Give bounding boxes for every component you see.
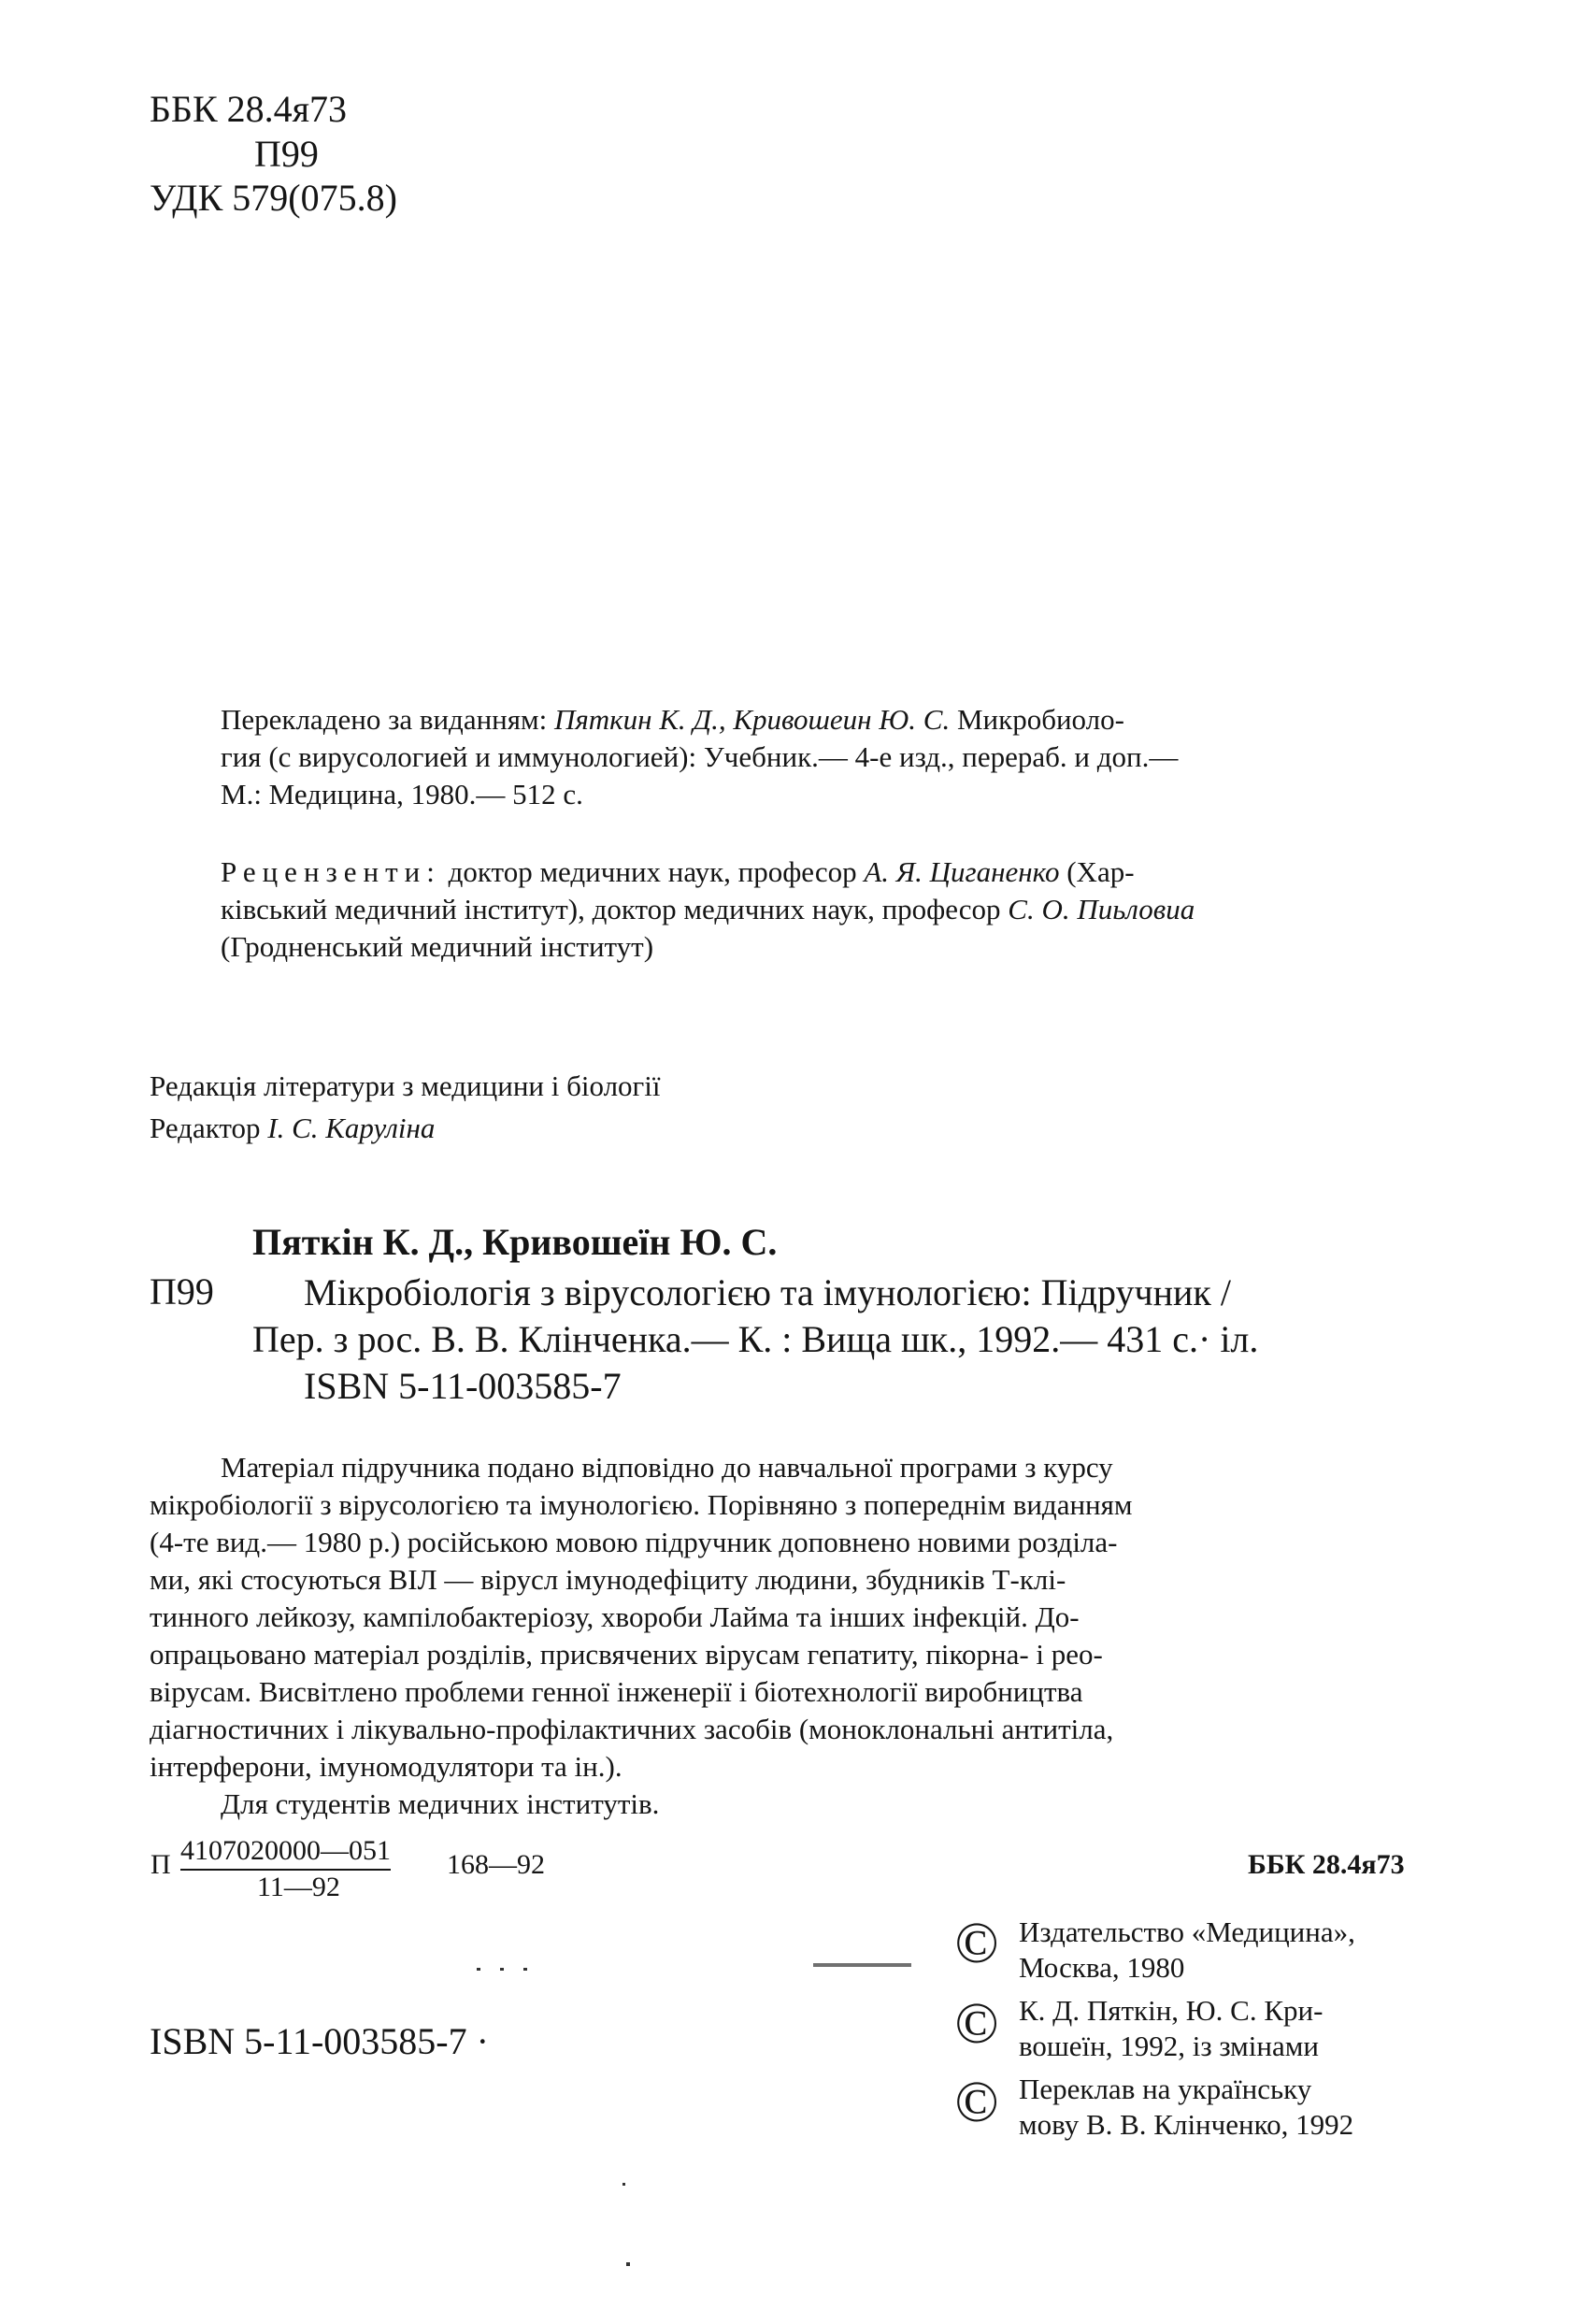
book-title-line-2: Пер. з рос. В. В. Клінченка.— К. : Вища шк., 1992.— 431 с.· іл. (252, 1318, 1259, 1360)
editorial-department: Редакція літератури з медицини і біології (150, 1069, 661, 1102)
bbk-code: ББК 28.4я73 (150, 88, 348, 130)
book-code: П99 (150, 1270, 214, 1313)
abstract-audience: Для студентів медичних інститутів. (221, 1787, 660, 1820)
copyright-2-line-1: К. Д. Пяткін, Ю. С. Кри- (1019, 1994, 1324, 2027)
copyright-2-line-2: вошеїн, 1992, із змінами (1019, 2030, 1319, 2062)
reviewer-1: А. Я. Циганенко (864, 855, 1060, 888)
catalog-denominator: 11—92 (257, 1872, 340, 1902)
catalog-tail: 168—92 (447, 1849, 545, 1880)
print-speck (500, 1968, 504, 1971)
abstract-line-7: вірусам. Висвітлено проблеми генної інженерії і біотехнології виробництва (150, 1675, 1083, 1708)
editor-line: Редактор І. С. Каруліна (150, 1112, 436, 1144)
editor-name: І. С. Каруліна (267, 1112, 436, 1144)
abstract-line-8: діагностичних і лікувально-профілактичних засобів (моноклональні антитіла, (150, 1713, 1114, 1745)
bbk-code-bottom: ББК 28.4я73 (1248, 1849, 1405, 1880)
catalog-numerator: 4107020000—051 (180, 1835, 391, 1871)
reviewers-line-3: (Гродненський медичний інститут) (221, 930, 654, 963)
abstract-line-6: опрацьовано матеріал розділів, присвячених вірусам гепатиту, пікорна- і рео- (150, 1638, 1103, 1671)
print-speck (523, 1968, 527, 1971)
reviewers-line-1: Рецензенти: доктор медичних наук, професор А. Я. Циганенко (Хар- (221, 855, 1135, 888)
author-mark-code: П99 (254, 133, 319, 175)
copyright-1-line-2: Москва, 1980 (1019, 1951, 1185, 1984)
copyright-3-line-1: Переклав на українську (1019, 2073, 1312, 2105)
abstract-line-9: інтерферони, імуномодулятори та ін.). (150, 1750, 622, 1783)
book-authors: Пяткін К. Д., Кривошеїн Ю. С. (252, 1221, 778, 1263)
print-speck (626, 2262, 630, 2266)
print-speck (622, 2183, 625, 2186)
reviewers-label: Рецензенти: (221, 855, 441, 888)
abstract-line-1: Матеріал підручника подано відповідно до навчальної програми з курсу (221, 1451, 1113, 1484)
print-speck (477, 1968, 480, 1971)
translation-note-line-3: М.: Медицина, 1980.— 512 с. (221, 778, 583, 811)
reviewer-2: С. О. Пиьловиa (1008, 893, 1195, 925)
copyright-icon: © (954, 1992, 999, 2056)
book-isbn: ISBN 5-11-003585-7 (304, 1365, 622, 1407)
copyright-3-line-2: мову В. В. Клінченко, 1992 (1019, 2108, 1354, 2141)
catalog-prefix: П (150, 1849, 171, 1880)
copyright-1-line-1: Издательство «Медицина», (1019, 1915, 1355, 1948)
abstract-line-4: ми, які стосуються ВІЛ — вірусл імунодефіциту людини, збудників Т-клі- (150, 1563, 1066, 1596)
reviewers-line-2: ківський медичний інститут), доктор медичних наук, професор С. О. Пиьловиa (221, 893, 1195, 925)
isbn-bottom: ISBN 5-11-003585-7 · (150, 2020, 489, 2062)
abstract-line-2: мікробіології з вірусологією та імунологією. Порівняно з попереднім виданням (150, 1488, 1133, 1521)
book-title-line-1: Мікробіологія з вірусологією та імунологією: Підручник / (304, 1271, 1231, 1313)
original-authors: Пяткин К. Д., Кривошеин Ю. С. (554, 703, 951, 736)
print-smudge (813, 1963, 911, 1967)
copyright-icon: © (954, 2071, 999, 2134)
abstract-line-5: тинного лейкозу, кампілобактеріозу, хвороби Лайма та інших інфекцій. До- (150, 1600, 1080, 1633)
translation-note-line-1: Перекладено за виданням: Пяткин К. Д., Кривошеин Ю. С. Микробиоло- (221, 703, 1124, 736)
translation-note-line-2: гия (с вирусологией и иммунологией): Учебник.— 4-е изд., перераб. и доп.— (221, 740, 1179, 773)
copyright-icon: © (954, 1912, 999, 1975)
udk-code: УДК 579(075.8) (150, 177, 397, 219)
abstract-line-3: (4-те вид.— 1980 р.) російською мовою підручник доповнено новими розділа- (150, 1526, 1118, 1558)
